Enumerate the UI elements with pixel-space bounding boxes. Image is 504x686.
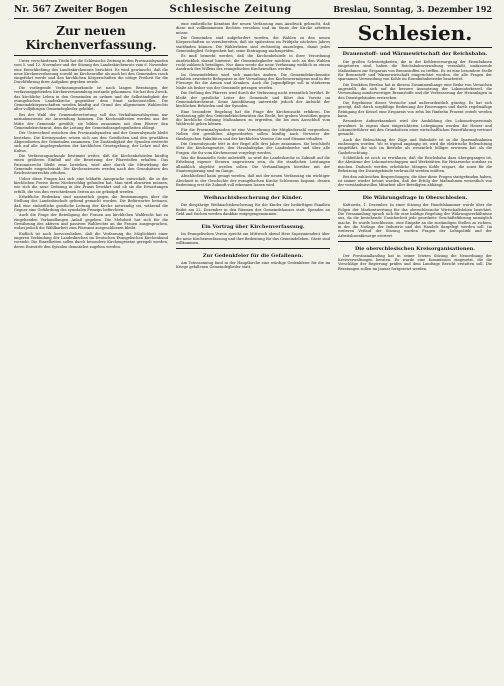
paragraph: Ueber diese Fragen hat sich eine lebhafte Aussprache entwickelt, die in der kirchlichen Presse ihren Niederschlag gefunden hat. Man wird abwarten müssen, wie sich die neue Ordnung in der Praxis bewährt und ob sie die Erwartungen erfüllt, die von den verschiedenen Seiten an sie geknüpft werden. <box>14 176 168 194</box>
divider <box>338 241 492 242</box>
section-heading-schlesien: Schlesien. <box>357 22 473 45</box>
column-3 <box>338 22 492 272</box>
paragraph: Bei den zahlreichen Besprechungen, die über diese Fragen stattgefunden haben, ist immer wieder betont worden, daß der Erfolg der Maßnahmen wesentlich von der verständnisvollen Mitarbeit aller Beteiligten abhängt. <box>338 174 492 188</box>
paragraph: Die Ergebnisse dieser Versuche sind außerordentlich günstig. Es hat sich gezeigt, daß durch sorgfältige Bedienung der Feuerungen und durch regelmäßige Reinigung der Kessel eine Ersparnis von zehn bis fünfzehn Prozent erzielt werden kann. <box>338 101 492 118</box>
paragraph: Abschließend kann gesagt werden, daß mit der neuen Verfassung ein wichtiger Abschnitt in der Geschichte der evangelischen Kirche Schlesiens beginnt, dessen Bedeutung erst die Zukunft voll erkennen lassen wird. <box>176 174 330 188</box>
section-heading: Weihnachtsbescherung der Kinder. <box>203 195 303 202</box>
divider <box>14 55 168 56</box>
section-text: Der Provinziallandtag hat in seiner letzten Sitzung die Neuordnung der Kreisverwaltungen beraten. Es wurde eine Kommission eingesetzt, die die Vorschläge der Regierung prüfen und dem Landtage Bericht erstatten soll. Die Beratungen sollen im Januar fortgesetzt werden. <box>338 253 492 271</box>
divider <box>338 47 492 48</box>
paragraph: Es muß bemerkt werden, daß die Kirchenbehörde in ihrer Verordnung ausdrücklich darauf hinweist, die Gemeindeglieder möchten sich an den Wahlen recht zahlreich beteiligen. Nur dann werde die neue Verfassung wirklich zu einem Ausdruck des Willens des evangelischen Kirchenvolkes werden. <box>176 54 330 72</box>
article-body <box>14 59 168 249</box>
paragraph: Was die finanzielle Seite anbetrifft, so wird die Landeskirche in Zukunft auf die Erhebung eigener Steuern angewiesen sein, da die staatlichen Leistungen allmählich abgelöst werden sollen. Die Verhandlungen hierüber mit der Staatsregierung sind im Gange. <box>176 156 330 173</box>
issue-date: Breslau, Sonntag, 3. Dezember 192 <box>333 4 492 14</box>
paragraph: Endlich ist noch hervorzuheben, daß die Verfassung die Möglichkeit einer engeren Verbindung der Landeskirchen im Deutschen Evangelischen Kirchenbund vorsieht. Die Einzelheiten sollen durch besondere Kirchengesetze geregelt werden, deren Entwürfe den Synoden demnächst zugehen werden. <box>14 231 168 249</box>
paragraph: Der Unterschied zwischen den Provinzialsynoden und der Generalsynode bleibt bestehen. Die Kreissynoden setzen sich aus den Geistlichen und den gewählten Abgeordneten der Gemeinden zusammen. Die Zuständigkeit der Synoden erstreckt sich auf alle Angelegenheiten der kirchlichen Gesetzgebung, der Lehre und des Kultus. <box>14 131 168 153</box>
paragraph: Bei der Wahl der Gemeindevertretung soll das Verhältniswahlsystem nur ausnahmsweise zur Anwendung kommen. Die Kirchenältesten werden aus der Mitte der Gemeinde gewählt; sie bilden zusammen mit dem Pfarrer den Gemeindekirchenrat, dem die Leitung der Gemeindeangelegenheiten obliegt. <box>14 112 168 130</box>
column-1 <box>14 22 168 272</box>
issue-number: Nr. 567 Zweiter Bogen <box>14 5 128 15</box>
paragraph: eine einheitliche Kenntnis der neuen Verfassung zum Ausdruck gebracht, daß diese mit vollkommenen Rechten versehen und im Sinne der Kirche arbeiten müsse. <box>176 22 330 35</box>
paragraph: Unter verschiedenen Titeln hat die Schlesische Zeitung in den Provinzialsynoden vom 5. und 12. November und der Sitzung des Landeskirchenrats vom 6. November eine Entschließung des Landeskirchenrats berichtet. Es wird gewünscht, daß die neue Kirchenverfassung sowohl im Kirchenvolke als auch bei den Gemeinden rasch eingeführt werde und den kirchlichen Körperschaften die nötige Freiheit für die Durchführung ihrer Aufgaben gegeben werde. <box>14 59 168 85</box>
paragraph: Im Gemeindeleben wird sich manches ändern. Die Gemeindekirchenräte erhalten erweiterte Befugnisse in der Verwaltung des Kirchenvermögens und in der Fürsorge für die Armen und Kranken. Auch die Jugendpflege soll in stärkerem Maße als bisher von der Gemeinde getragen werden. <box>176 72 330 90</box>
article-body <box>338 60 492 187</box>
paragraph: Die Direktion Breslau hat in diesem Zusammenhange eine Reihe von Versuchen angestellt, die sich auf die bessere Ausnutzung der Lokomotivkessel, die Verwendung minderwertiger Brennstoffe und die Verbesserung der Heizanlagen in den Dienstgebäuden erstrecken. <box>338 82 492 100</box>
section-text: Im Evangelischen Verein spricht am Mittwoch abend Herr Superintendent über die neue Kirchenverfassung und ihre Bedeutung für das Gemeindeleben. Gäste sind willkommen. <box>176 232 330 245</box>
paragraph: Auch die Frage der Beteiligung der Frauen am kirchlichen Wahlrecht hat zu eingehenden Verhandlungen Anlaß gegeben. Die Mehrheit hat sich für die Gewährung des aktiven und passiven Wahlrechts an die Frauen ausgesprochen, wobei jedoch die Wählbarkeit zum Pfarramt ausgeschlossen bleibt. <box>14 213 168 231</box>
paragraph: Für die Provinzialsynoden ist eine Vermehrung der Mitgliederzahl vorgesehen. Neben den gewählten Abgeordneten sollen künftig auch Vertreter der theologischen Fakultäten und der kirchlichen Vereine Sitz und Stimme erhalten. <box>176 127 330 141</box>
regional-news <box>338 190 492 271</box>
paragraph: Die Stellung des Pfarrers wird durch die Verfassung nicht wesentlich berührt. Er bleibt der geistliche Leiter der Gemeinde und führt den Vorsitz im Gemeindekirchenrat. Seine Amtsführung untersteht jedoch der Aufsicht der kirchlichen Behörden und der Synoden. <box>176 91 330 109</box>
newspaper-title: Schlesische Zeitung <box>169 4 292 15</box>
article-heading-kirchenverfassung: Zur neuen Kirchenverfassung. <box>25 24 157 52</box>
paragraph: Erhebliche Bedenken sind namentlich gegen die Bestimmungen über die Stellung des Landesbischofs geltend gemacht worden. Die Befürworter betonen, daß eine einheitliche geistliche Leitung der Kirche notwendig sei, während die Gegner eine Gefährdung des synodalen Prinzips befürchten. <box>14 195 168 212</box>
paragraph: Besondere Aufmerksamkeit wird der Ausbildung des Lokomotivpersonals gewidmet. In eigens dazu eingerichteten Lehrgängen werden die Heizer und Lokomotivführer mit den Grundsätzen einer wirtschaftlichen Feuerführung vertraut gemacht. <box>338 119 492 137</box>
columns <box>14 22 492 272</box>
paragraph: Eine besondere Regelung hat die Frage der Kirchenzucht erfahren. Die Verfassung gibt den Gemeindekirchenräten das Recht, bei groben Verstößen gegen die kirchliche Ordnung Maßnahmen zu ergreifen, die bis zum Ausschluß vom Wahlrecht gehen können. <box>176 109 330 127</box>
column-2 <box>176 22 330 272</box>
section-heading: Die Währungsfrage in Oberschlesien. <box>362 195 468 202</box>
section-heading: Ein Vortrag über Kirchenverfassung. <box>201 224 305 231</box>
paragraph: Die großen Schwierigkeiten, die in der Kohlenversorgung der Eisenbahnen eingetreten sind, haben die Reichsbahnverwaltung veranlaßt, umfassende Maßnahmen zur Ersparnis von Brennstoffen zu treffen. Es ist eine besondere Stelle für Brennstoff- und Wärmewirtschaft eingerichtet worden, die alle Fragen der sparsamen Verwendung von Kohle im Eisenbahnbetriebe bearbeitet. <box>338 60 492 82</box>
divider <box>338 190 492 191</box>
paragraph: Schließlich ist noch zu erwähnen, daß die Reichsbahn dazu übergegangen ist, die Abwärme der Lokomotivschuppen und Werkstätten für Heizzwecke nutzbar zu machen. Dadurch werden erhebliche Mengen Kohle erspart, die sonst für die Beheizung der Dienstgebäude verbraucht werden müßten. <box>338 156 492 174</box>
paragraph: Die Generalsynode tritt in der Regel alle drei Jahre zusammen. Sie beschließt über die Kirchengesetze, den Haushaltsplan der Landeskirche und über alle Fragen, die ihr vom Kirchensenat vorgelegt werden. <box>176 142 330 155</box>
section-text: Kattowitz, 1. Dezember. In einer Sitzung der Handelskammer wurde über die Folgen der Markentwertung für das oberschlesische Wirtschaftsleben berichtet. Die Versammlung sprach sich für eine baldige Regelung der Währungsverhältnisse aus, da die bestehende Unsicherheit jede geordnete Geschäftsführung unmöglich mache. Es wurde beschlossen, eine Eingabe an die zuständigen Stellen zu richten, in der die Notlage der Industrie und des Handels dargelegt werden soll. Im weiteren Verlauf der Sitzung wurden Fragen der Lohnpolitik und der Arbeitslosenfürsorge erörtert. <box>338 203 492 238</box>
article-heading-reichsbahn: Drauenstoff- und Wärmewirtschaft der Reichsbahn. <box>342 51 488 57</box>
local-notes <box>176 190 330 269</box>
divider <box>176 190 330 191</box>
divider <box>176 248 330 249</box>
divider <box>176 219 330 220</box>
paragraph: Die Verfassungsurkunde bestimmt weiter, daß die Kirchenbehörden künftig einen größeren Einfluß auf die Besetzung der Pfarrstellen erhalten. Das Patronatsrecht bleibt zwar bestehen, wird aber durch die Mitwirkung der Gemeinde eingeschränkt. Die Kirchensteuern werden nach den Grundsätzen des Reichssteuerrechts erhoben. <box>14 153 168 176</box>
section-heading: Zur Gedenkfeier für die Gefallenen. <box>202 253 304 260</box>
paragraph: Die vorliegende Verfassungsurkunde ist nach langen Beratungen der verfassunggebenden Kirchenversammlung zustande gekommen. Sie hat den Zweck, das kirchliche Leben in den Gemeinden zu ordnen und die Selbständigkeit der evangelischen Landeskirche gegenüber dem Staat sicherzustellen. Die Gemeindekörperschaften werden künftig auf Grund des allgemeinen Wahlrechts aller volljährigen Gemeindeglieder gebildet. <box>14 85 168 112</box>
masthead <box>14 4 492 19</box>
section-text: Am Totensonntag fand in der Hauptkirche eine würdige Gedenkfeier für die im Kriege gefallenen Gemeindeglieder statt. <box>176 261 330 270</box>
paragraph: Auch die Beleuchtung der Züge und Bahnhöfe ist in die Sparmaßnahmen einbezogen worden. Wo es irgend angängig ist, wird die elektrische Beleuchtung eingeführt, die sich im Betriebe als wesentlich billiger erwiesen hat als die Gasbeleuchtung. <box>338 137 492 155</box>
section-heading: Die oberschlesischen Kreisorganisationen. <box>354 245 476 252</box>
paragraph: Die Gemeinden sind aufgefordert worden, die Wahlen zu den neuen Körperschaften so vorzubereiten, daß sie spätestens im Frühjahr nächsten Jahres stattfinden können. Die Wählerlisten sind rechtzeitig auszulegen, damit jedes Gemeindeglied Gelegenheit hat, seine Eintragung nachzuprüfen. <box>176 36 330 53</box>
article-body-continued <box>176 22 330 187</box>
section-text: Die diesjährige Weihnachtsbescherung für die Kinder der bedürftigen Familien findet am 22. Dezember in den Räumen des Gemeindehauses statt. Spenden an Geld und Sachen werden dankbar entgegengenommen. <box>176 203 330 216</box>
